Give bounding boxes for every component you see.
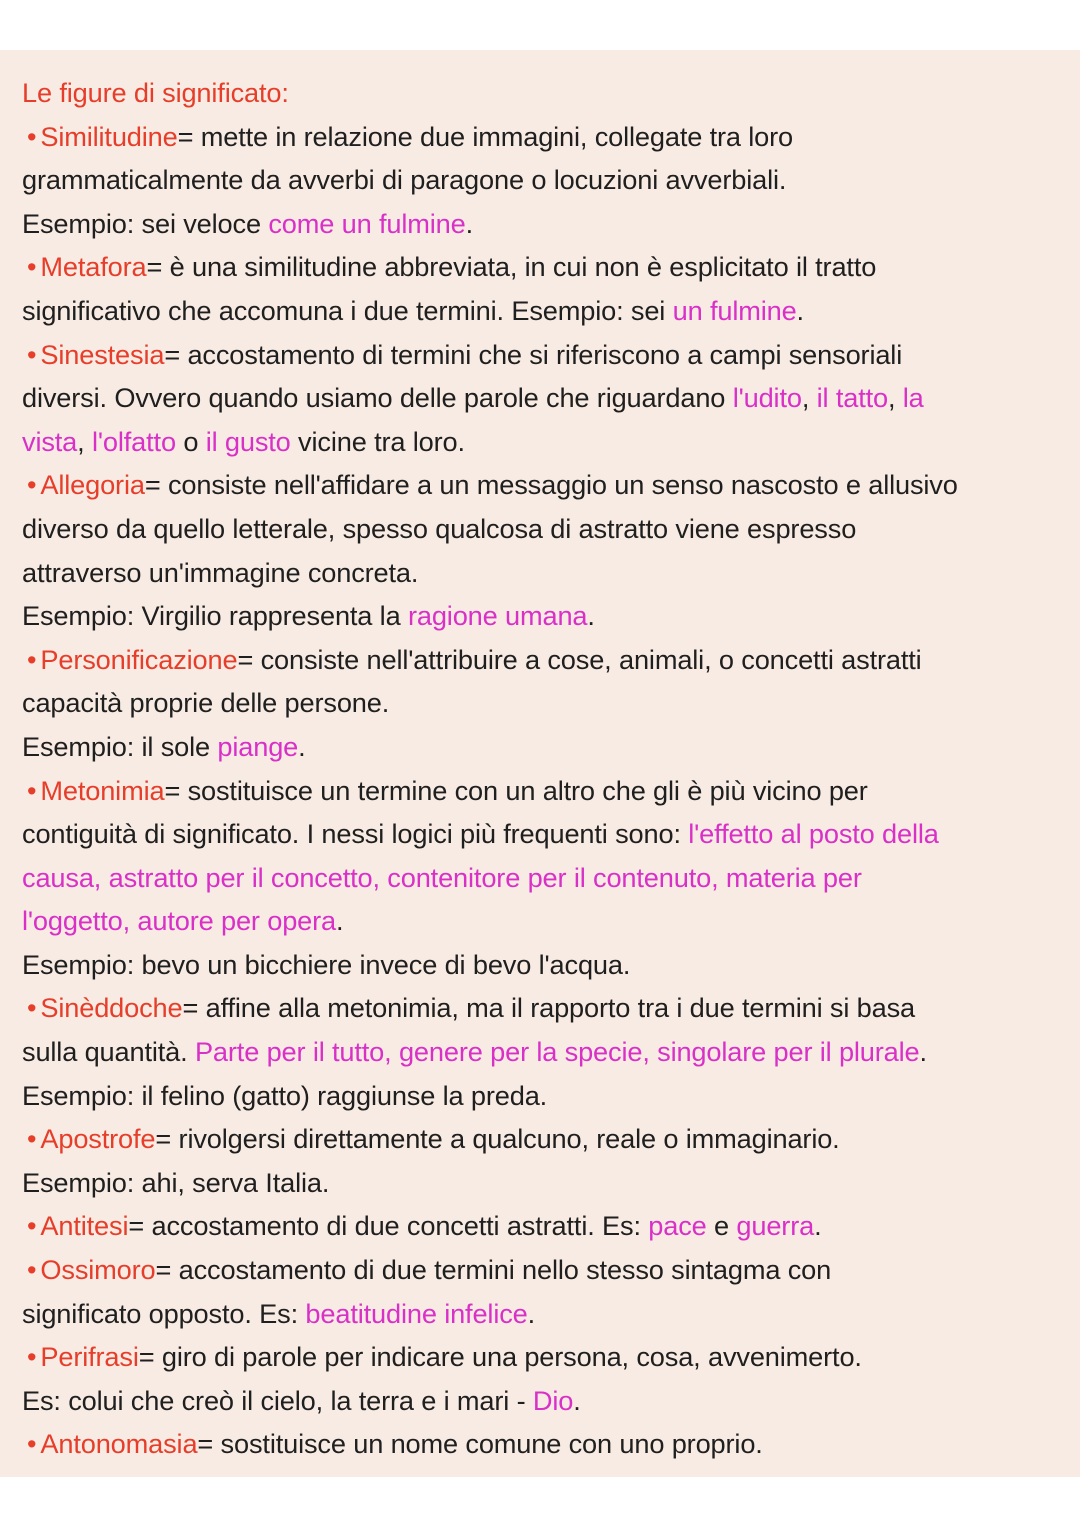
- bullet-icon: •: [27, 120, 37, 152]
- bullet-line: [22, 1422, 1072, 1466]
- text-line: [22, 551, 1072, 595]
- note-page: [0, 50, 1080, 1477]
- body-text: .: [527, 1297, 536, 1329]
- heading-text: Le figure di significato:: [22, 77, 289, 108]
- highlighted-example: causa, astratto per il concetto, contenitore per il contenuto, materia per: [22, 861, 862, 893]
- highlighted-example: guerra: [736, 1210, 815, 1242]
- bullet-icon: •: [27, 1123, 37, 1155]
- body-text: = rivolgersi direttamente a qualcuno, reale o immaginario.: [155, 1123, 840, 1155]
- bullet-icon: •: [27, 643, 37, 675]
- figure-term: Sinèddoche: [40, 992, 183, 1024]
- body-text: Esempio: il sole: [22, 730, 218, 762]
- figure-term: Apostrofe: [40, 1123, 156, 1155]
- body-text: attraverso un'immagine concreta.: [22, 556, 419, 588]
- bullet-line: [22, 115, 1072, 159]
- body-text: ,: [77, 425, 92, 457]
- body-text: = accostamento di due concetti astratti. Es:: [128, 1210, 649, 1242]
- text-line: [22, 289, 1072, 333]
- bullet-line: [22, 769, 1072, 813]
- body-text: vicine tra loro.: [290, 425, 465, 457]
- highlighted-example: la: [902, 382, 924, 414]
- text-line: [22, 1030, 1072, 1074]
- text-line: [22, 1292, 1072, 1336]
- body-text: Esempio: bevo un bicchiere invece di bevo l'acqua.: [22, 948, 631, 980]
- body-text: diverso da quello letterale, spesso qualcosa di astratto viene espresso: [22, 512, 857, 544]
- figure-term: Antonomasia: [40, 1428, 198, 1460]
- figure-term: Allegoria: [40, 469, 145, 501]
- highlighted-example: il tatto: [816, 382, 888, 414]
- bullet-icon: •: [27, 469, 37, 501]
- body-text: = sostituisce un termine con un altro che gli è più vicino per: [164, 774, 868, 806]
- text-line: [22, 943, 1072, 987]
- highlighted-example: un fulmine: [672, 294, 797, 326]
- highlighted-example: ragione umana: [407, 600, 588, 632]
- figure-term: Antitesi: [40, 1210, 129, 1242]
- body-text: = affine alla metonimia, ma il rapporto tra i due termini si basa: [182, 992, 915, 1024]
- bullet-line: [22, 463, 1072, 507]
- bullet-icon: •: [27, 774, 37, 806]
- body-text: significativo che accomuna i due termini. Esempio: sei: [22, 294, 673, 326]
- bullet-icon: •: [27, 992, 37, 1024]
- highlighted-example: l'oggetto, autore per opera: [22, 905, 337, 937]
- text-line: [22, 812, 1072, 856]
- body-text: .: [587, 600, 595, 632]
- figure-term: Metafora: [40, 251, 147, 283]
- bullet-line: [22, 1335, 1072, 1379]
- text-line: [22, 420, 1072, 464]
- highlighted-example: Parte per il tutto, genere per la specie, singolare per il plurale: [194, 1036, 920, 1068]
- body-text: .: [465, 207, 473, 239]
- bullet-line: [22, 638, 1072, 682]
- highlighted-example: l'effetto al posto della: [688, 818, 939, 850]
- body-text: = è una similitudine abbreviata, in cui non è esplicitato il tratto: [146, 251, 877, 283]
- body-text: = sostituisce un nome comune con uno proprio.: [197, 1428, 763, 1460]
- highlighted-example: il gusto: [205, 425, 291, 457]
- body-text: .: [336, 905, 344, 937]
- body-text: e: [706, 1210, 737, 1242]
- text-line: [22, 376, 1072, 420]
- text-line: [22, 1074, 1072, 1118]
- body-text: significato opposto. Es:: [22, 1297, 306, 1329]
- body-text: diversi. Ovvero quando usiamo delle parole che riguardano: [22, 382, 733, 414]
- bullet-icon: •: [27, 1210, 37, 1242]
- body-text: Esempio: sei veloce: [22, 207, 269, 239]
- body-text: = mette in relazione due immagini, collegate tra loro: [177, 120, 794, 152]
- text-line: [22, 1379, 1072, 1423]
- text-line: [22, 681, 1072, 725]
- body-text: .: [573, 1384, 581, 1416]
- body-text: contiguità di significato. I nessi logici più frequenti sono:: [22, 818, 689, 850]
- body-text: Esempio: il felino (gatto) raggiunse la preda.: [22, 1079, 548, 1111]
- highlighted-example: beatitudine infelice: [305, 1297, 528, 1329]
- body-text: .: [298, 730, 306, 762]
- bullet-line: [22, 1204, 1072, 1248]
- bullet-icon: •: [27, 1254, 37, 1286]
- body-text: Es: colui che creò il cielo, la terra e i mari -: [22, 1384, 533, 1416]
- highlighted-example: come un fulmine: [268, 207, 466, 239]
- body-text: Esempio: ahi, serva Italia.: [22, 1166, 330, 1198]
- text-line: [22, 158, 1072, 202]
- body-text: grammaticalmente da avverbi di paragone o locuzioni avverbiali.: [22, 164, 787, 196]
- bullet-line: [22, 333, 1072, 377]
- bullet-icon: •: [27, 338, 37, 370]
- figure-term: Sinestesia: [40, 338, 165, 370]
- figure-term: Personificazione: [40, 643, 238, 675]
- body-text: .: [919, 1036, 927, 1068]
- text-line: [22, 202, 1072, 246]
- highlighted-example: l'olfatto: [91, 425, 176, 457]
- page-heading: [22, 71, 1072, 115]
- highlighted-example: vista: [22, 425, 78, 457]
- figure-term: Metonimia: [40, 774, 165, 806]
- text-line: [22, 594, 1072, 638]
- body-text: ,: [801, 382, 817, 414]
- note-content: [22, 71, 1072, 1466]
- body-text: ,: [887, 382, 903, 414]
- bullet-icon: •: [27, 1341, 37, 1373]
- bullet-line: [22, 1248, 1072, 1292]
- body-text: .: [814, 1210, 822, 1242]
- body-text: Esempio: Virgilio rappresenta la: [22, 600, 408, 632]
- body-text: o: [175, 425, 206, 457]
- bullet-line: [22, 245, 1072, 289]
- body-text: capacità proprie delle persone.: [22, 687, 390, 719]
- highlighted-example: piange: [217, 730, 299, 762]
- body-text: sulla quantità.: [22, 1036, 195, 1068]
- figure-term: Similitudine: [40, 120, 178, 152]
- text-line: [22, 1161, 1072, 1205]
- body-text: = giro di parole per indicare una persona, cosa, avvenimerto.: [138, 1341, 862, 1373]
- highlighted-example: l'udito: [732, 382, 802, 414]
- bullet-icon: •: [27, 251, 37, 283]
- figure-term: Ossimoro: [40, 1254, 156, 1286]
- body-text: = accostamento di termini che si riferiscono a campi sensoriali: [164, 338, 903, 370]
- bullet-line: [22, 986, 1072, 1030]
- text-line: [22, 856, 1072, 900]
- body-text: = consiste nell'affidare a un messaggio un senso nascosto e allusivo: [144, 469, 958, 501]
- body-text: .: [796, 294, 804, 326]
- highlighted-example: pace: [648, 1210, 707, 1242]
- text-line: [22, 507, 1072, 551]
- bullet-icon: •: [27, 1428, 37, 1460]
- bullet-line: [22, 1117, 1072, 1161]
- highlighted-example: Dio: [532, 1384, 574, 1416]
- text-line: [22, 725, 1072, 769]
- body-text: = accostamento di due termini nello stesso sintagma con: [155, 1254, 832, 1286]
- body-text: = consiste nell'attribuire a cose, animali, o concetti astratti: [237, 643, 922, 675]
- figure-term: Perifrasi: [40, 1341, 139, 1373]
- text-line: [22, 899, 1072, 943]
